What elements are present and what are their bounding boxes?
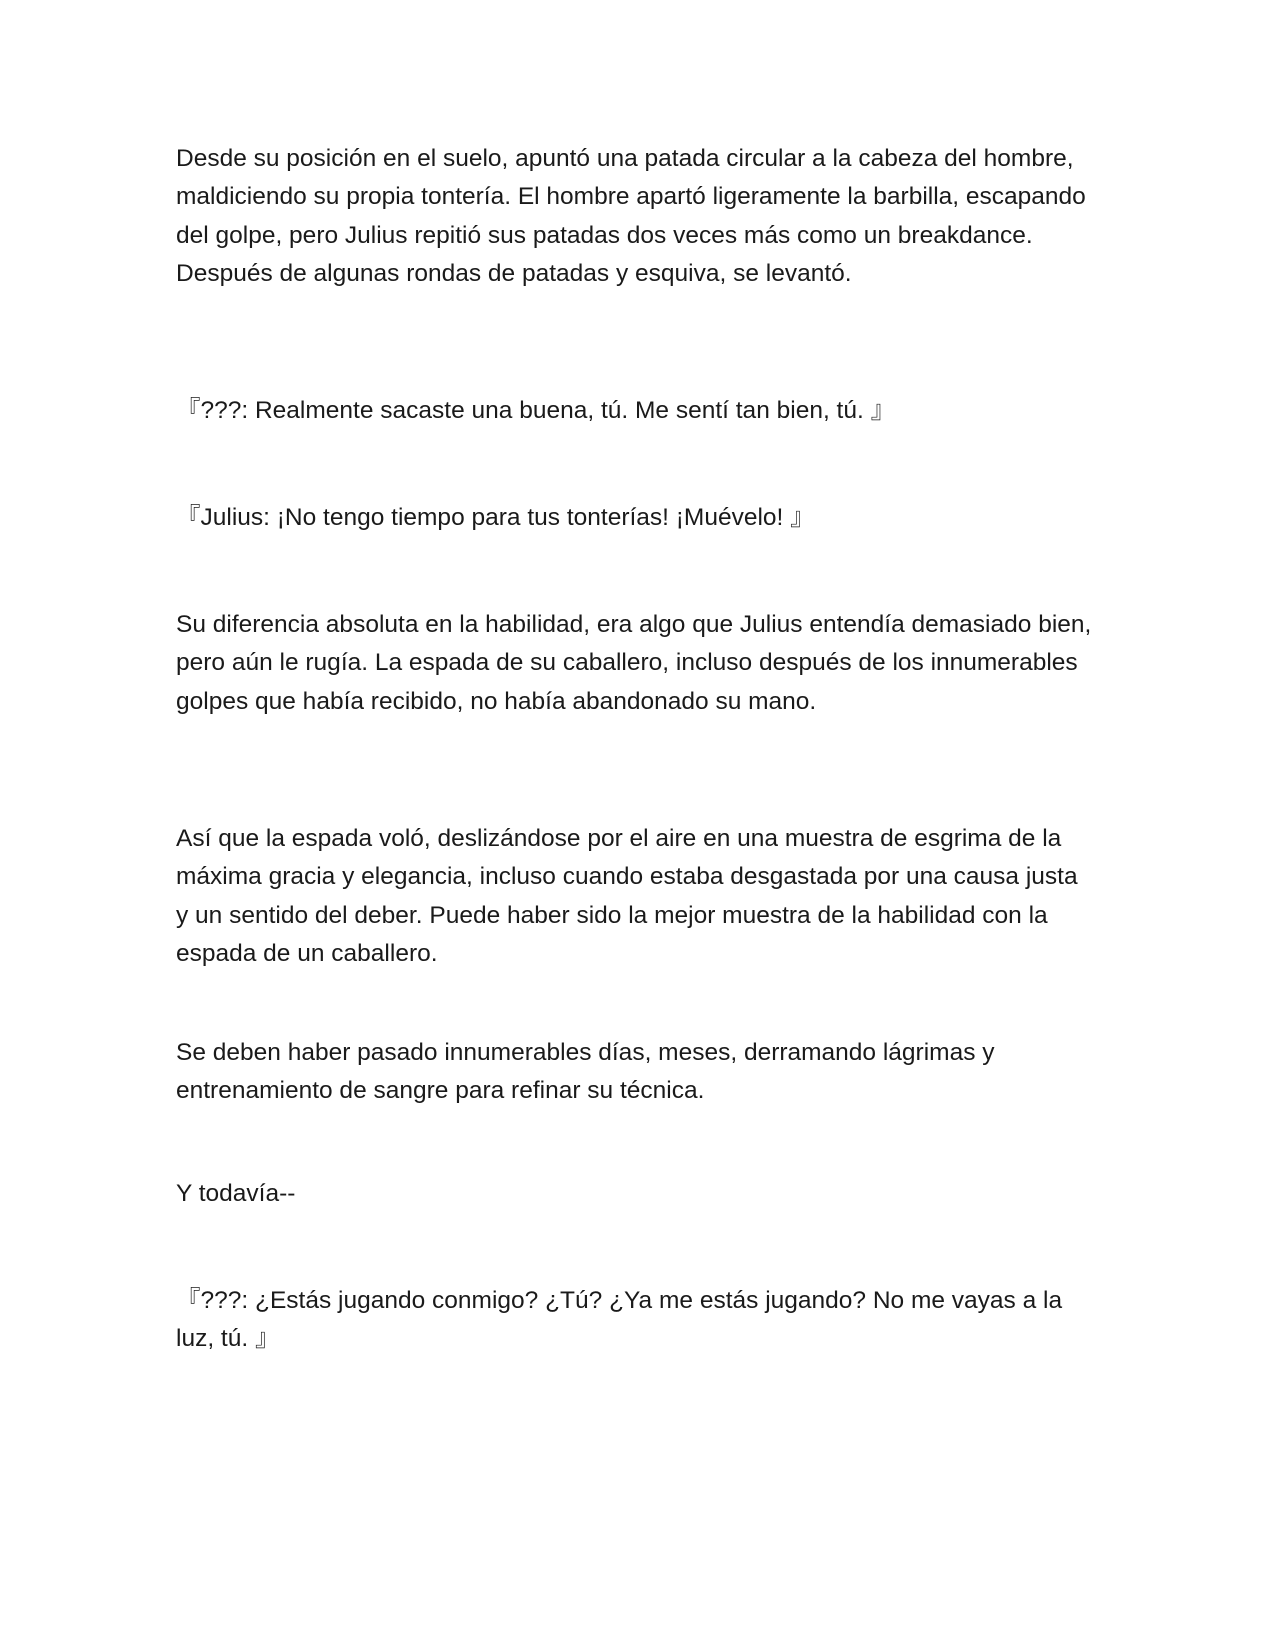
dialogue-julius: 『Julius: ¡No tengo tiempo para tus tonterías! ¡Muévelo! 』	[176, 504, 815, 531]
paragraph-training: Se deben haber pasado innumerables días, meses, derramando lágrimas y entrenamiento de sangre para refinar su técnica.	[176, 1039, 995, 1105]
paragraph-and-yet: Y todavía--	[176, 1180, 296, 1207]
paragraph-sword-flight: Así que la espada voló, deslizándose por el aire en una muestra de esgrima de la máxima gracia y elegancia, incluso cuando estaba desgastada por una causa justa y un sentido del deber. Puede haber sido la mejor muestra de la habilidad con la espada de un caballero.	[176, 825, 1078, 968]
dialogue-stranger-2: 『???: ¿Estás jugando conmigo? ¿Tú? ¿Ya me estás jugando? No me vayas a la luz, tú. 』	[176, 1287, 1063, 1353]
paragraph-skill-difference: Su diferencia absoluta en la habilidad, era algo que Julius entendía demasiado bien, pero aún le rugía. La espada de su caballero, incluso después de los innumerables golpes que había recibido, no había abandonado su mano.	[176, 611, 1092, 715]
paragraph-kick: Desde su posición en el suelo, apuntó una patada circular a la cabeza del hombre, maldiciendo su propia tontería. El hombre apartó ligeramente la barbilla, escapando del golpe, pero Julius repitió sus patadas dos veces más como un breakdance. Después de algunas rondas de patadas y esquiva, se levantó.	[176, 145, 1086, 288]
dialogue-stranger-1: 『???: Realmente sacaste una buena, tú. Me sentí tan bien, tú. 』	[176, 397, 896, 424]
